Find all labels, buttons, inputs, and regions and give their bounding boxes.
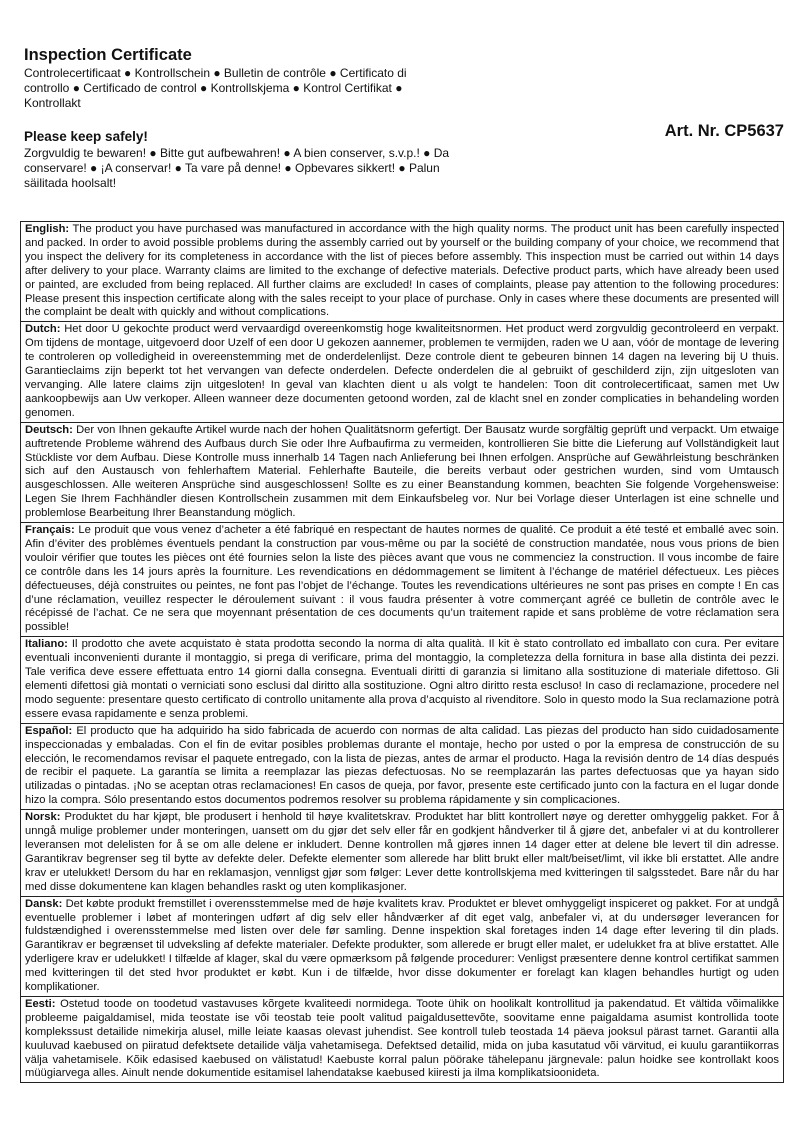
section-text: Il prodotto che avete acquistato è stata prodotta secondo la norma di alta qualità. Il kit è stato controllato ed imballato con cura. Per evitare eventuali inconvenienti durante il montaggio, si prega di verificare, prima del montaggio, la completezza della fornitura in base alla distinta dei pezzi. Tale verifica deve essere effettuata entro 14 giorni dalla consegna. Eventuali diritti di garanzia si limitano alla sostituzione di materiale difettoso. Gli elementi difettosi già montati o verniciati sono esclusi dal diritto alla sostituzione. Ogni altro diritto resta escluso! In caso di reclamazione, procedere nel modo seguente: presentare questo certificato di controllo unitamente alla prova d’acquisto al rivenditore. Solo in questo modo la Sua reclamazione potrà essere evasa rapidamente e senza problemi. xyxy=(25,638,779,720)
section-text: Der von Ihnen gekaufte Artikel wurde nach der hohen Qualitätsnorm gefertigt. Der Bausatz wurde sorgfältig geprüft und verpackt. Um etwaige auftretende Probleme während des Aufbaus durch Sie oder Ihre Aufbaufirma zu vermeiden, kontrollieren Sie bitte die Lieferung auf Vollständigkeit laut Stückliste vor dem Aufbau. Diese Kontrolle muss innerhalb 14 Tagen nach Anlieferung bei Ihnen erfolgen. Ansprüche auf Gewährleistung beschränken sich auf den Austausch von fehlerhaftem Material. Fehlerhafte Bauteile, die bereits verbaut oder gestrichen wurden, sind vom Umtausch ausgeschlossen. Alle weiteren Ansprüche sind ausgeschlossen! Sollte es zu einer Beanstandung kommen, beachten Sie folgende Vorgehensweise: Legen Sie Ihrem Fachhändler diesen Kontrollschein zusammen mit dem Einkaufsbeleg vor. Nur bei Vorlage dieser Unterlagen ist eine schnelle und problemlose Bearbeitung Ihrer Beanstandung möglich. xyxy=(25,423,779,520)
section-text: Het door U gekochte product werd vervaardigd overeenkomstig hoge kwaliteitsnormen. Het product werd zorgvuldig gecontroleerd en verpakt. Om tijdens de montage, uitgevoerd door Uzelf of een door U gekozen aannemer, problemen te vermijden, raden we U aan, vóór de montage de levering te controleren op volledigheid in overeenstemming met de onderdelenlijst. Deze controle dient te gebeuren binnen 14 dagen na levering bij U thuis. Garantieclaims zijn beperkt tot het vervangen van defecte onderdelen. Defecte onderdelen die al gebruikt of geschilderd zijn, zijn uitgesloten van vervanging. Alle latere claims zijn uitgesloten! In geval van klachten dient u als volgt te handelen: Toon dit controlecertificaat, samen met Uw aankoopbewijs aan Uw verkoper. Alleen wanneer deze documenten getoond worden, zal de klacht snel en zonder complicaties in behandeling worden genomen. xyxy=(25,323,779,419)
section-text: El producto que ha adquirido ha sido fabricada de acuerdo con normas de alta calidad. Las piezas del producto han sido cuidadosamente inspeccionadas y embaladas. Con el fin de evitar posibles problemas durante el montaje, hecho por usted o por la empresa de construcción de su elección, le recomendamos revisar el paquete entregado, con la lista de piezas, antes de armar el producto. Haga la revisión dentro de 14 días después de recibir el paquete. La garantía se limita a reemplazar las piezas defectuosas. No se reemplazarán las partes defectuosas que ya hayan sido utilizadas o pintadas. ¡No se aceptan otras reclamaciones! En casos de queja, por favor, presente este certificado junto con la factura en el lugar donde hizo la compra. Sólo presentando estos documentos podremos resolver su problema rápidamente y sin complicaciones. xyxy=(25,724,779,807)
section-dutch xyxy=(21,321,783,421)
section-norsk xyxy=(21,809,783,895)
language-label: Eesti: xyxy=(25,997,56,1010)
section-text: Det købte produkt fremstillet i overensstemmelse med de høje kvalitets krav. Produktet er blevet omhyggeligt inspiceret og pakket. For at undgå eventuelle problemer i løbet af monteringen udført af dig selv eller håndværker af dit eget valg, anbefaler vi, at du undersøger leverancen for fuldstændighed i overensstemmelse med listen over dele før samling. Denne inspektion skal foretages inden 14 dage efter levering til din plads. Garantikrav er begrænset til udveksling af defekte materialer. Defekte produkter, som allerede er brugt eller malet, er udelukket fra at blive erstattet. Alle yderligere krav er udelukket! I tilfælde af klager, skal du være opmærksom på følgende procedurer: Venligst præsentere denne kontrol certifikat sammen med kvitteringen til det sted hvor produktet er købt. Kun i de tilfælde, hvor disse dokumenter er forelagt kan klagen behandles hurtigt og uden komplikationer. xyxy=(25,897,779,994)
keep-safely-title: Please keep safely! xyxy=(24,129,148,144)
language-label: Español: xyxy=(25,724,73,737)
section-espanol xyxy=(21,723,783,809)
language-label: Dansk: xyxy=(25,897,63,910)
certificate-title: Inspection Certificate xyxy=(24,46,192,64)
language-label: Deutsch: xyxy=(25,423,73,436)
language-label: Dutch: xyxy=(25,323,61,336)
section-eesti xyxy=(21,996,783,1082)
section-text: Le produit que vous venez d’acheter a été fabriqué en respectant de hautes normes de qualité. Ce produit a été testé et emballé avec soin. Afin d’éviter des problèmes éventuels pendant la construction par vous-même ou par la société de construction mandatée, nous vous prions de bien vouloir vérifier que toutes les pièces ont été fournies selon la liste des pièces avant que vous ne commenciez la construction. Il vous incombe de faire ce contrôle dans les 14 jours après la fourniture. Les revendications en dédommagement se limitent à l’échange de matériel défectueux. Les pièces défectueuses, déjà construites ou peintes, ne font pas l’objet de l’échange. Toutes les revendications ultérieures ne sont pas prises en compte ! En cas d’une réclamation, veuillez respecter le déroulement suivant : il vous faudra présenter à votre commerçant agréé ce bulletin de contrôle avec le récépissé de l’achat. Ce ne sera que moyennant présentation de ces documents qu’un traitement rapide et sans problème de votre réclamation sera possible! xyxy=(25,524,779,634)
section-italiano xyxy=(21,636,783,722)
section-text: Produktet du har kjøpt, ble produsert i henhold til høye kvalitetskrav. Produktet har blitt kontrollert nøye og deretter omhyggelig pakket. For å unngå mulige problemer under monteringen, uansett om du gjør det selv eller får en godkjent håndverker til å gjøre det, anbefaler vi at du kontrollerer leveransen mot delelisten for å se om alle delene er inkludert. Denne kontrollen må gjøres innen 14 dager etter at delene ble levert til din adresse. Garantikrav begrenser seg til bytte av defekte deler. Defekte elementer som allerede har blitt brukt eller malt/beiset/limt, vil ikke bli erstattet. Alle andre krav er utelukket! Dersom du har en reklamasjon, vennligst gjør som følger: Lever dette kontrollskjema med kvitteringen til salgsstedet. Bare når du har med disse dokumentene kan klagen behandles raskt og uten komplikasjoner. xyxy=(25,811,779,893)
certificate-subtitle: Controlecertificaat ● Kontrollschein ● Bulletin de contrôle ● Certificato di controllo ● Certificado de control ● Kontrollskjema ● Kontrol Certifikat ● Kontrollakt xyxy=(24,66,407,110)
language-label: Norsk: xyxy=(25,811,61,824)
language-label: Français: xyxy=(25,524,75,537)
language-label: English: xyxy=(25,223,70,235)
section-text: Ostetud toode on toodetud vastavuses kõrgete kvaliteedi normidega. Toote ühik on hoolikalt kontrollitud ja pakendatud. Et vältida võimalikke probleeme paigaldamisel, mida teostate ise või teostab teie poolt valitud paigaldusettevõte, soovitame enne paigaldama asumist kontrollida toote komplekssust detailide nimekirja alusel, mille leiate kaasas olevast juhendist. See kontroll tuleb teostada 14 päeva jooksul pärast tarnet. Garantii alla kuuluvad kaebused on piiratud defektsete detailide välja vahetamisega. Defektsed detailid, mida on juba kasutatud või värvitud, ei kuulu garantiikorras välja vahetamisele. Kõik edasised kaebused on välistatud! Kaebuste korral palun pöörake tähelepanu järgnevale: palun hoidke see kontrollakt koos müügiarvega alles. Ainult nende dokumentide esitamisel lahendatakse kaebused kiiresti ja ilma komplikatsioonideta. xyxy=(25,997,779,1080)
section-text: The product you have purchased was manufactured in accordance with the high quality norms. The product unit has been carefully inspected and packed. In order to avoid possible problems during the assembly carried out by yourself or the building company of your choice, we recommend that you inspect the delivery for its completeness in accordance with the list of pieces before assembly. This inspection must be carried out within 14 days after delivery to your place. Warranty claims are limited to the exchange of defective materials. Defective product parts, which have already been used or painted, are excluded from being replaced. All further claims are excluded! In cases of complaints, please pay attention to the following procedures: Please present this inspection certificate along with the sales receipt to your place of purchase. Only in cases where these documents are presented will the complaint be dealt with quickly and without complications. xyxy=(25,223,779,319)
keep-safely-translations: Zorgvuldig te bewaren! ● Bitte gut aufbewahren! ● A bien conserver, s.v.p.! ● Da conservare! ● ¡A conservar! ● Ta vare på denne! ● Opbevares sikkert! ● Palun säilitada hoolsalt! xyxy=(24,146,450,190)
article-number: Art. Nr. CP5637 xyxy=(664,122,784,140)
section-francais xyxy=(21,522,783,636)
language-label: Italiano: xyxy=(25,638,68,651)
translations-table xyxy=(20,221,784,1083)
section-dansk xyxy=(21,896,783,996)
section-deutsch xyxy=(21,422,783,522)
section-english xyxy=(21,222,783,321)
